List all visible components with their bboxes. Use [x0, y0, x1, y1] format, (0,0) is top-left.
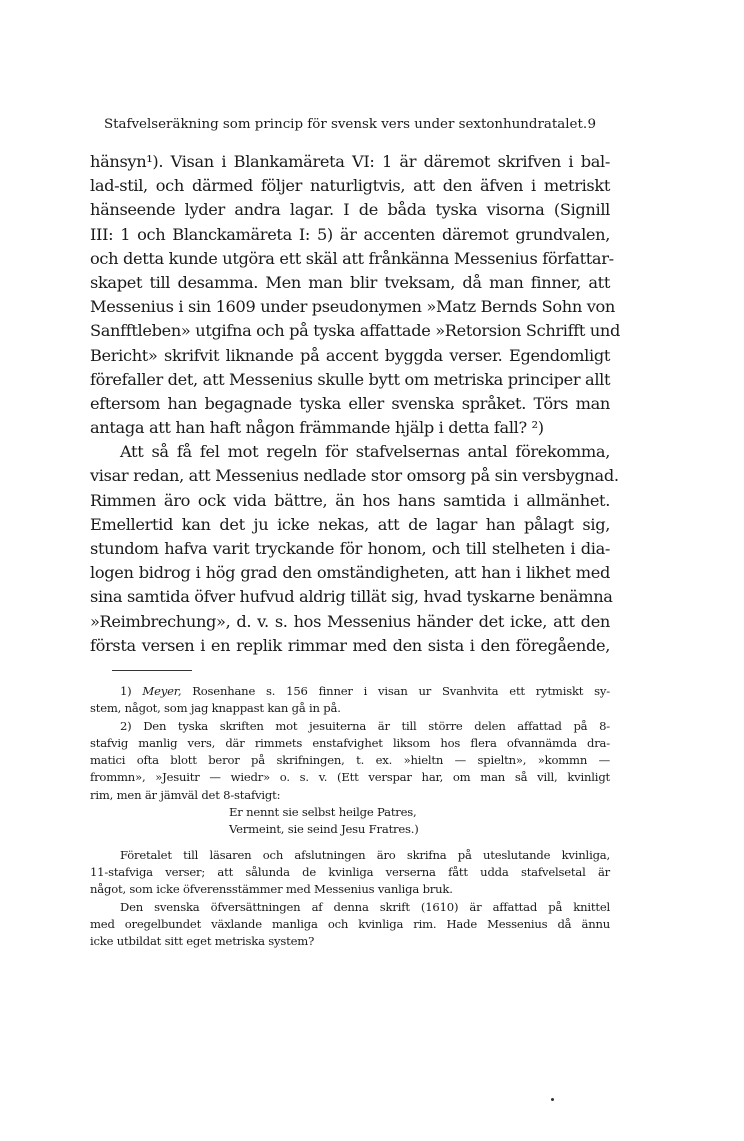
running-head [104, 116, 596, 134]
verse-line: Er nennt sie selbst heilge Patres, [229, 805, 417, 820]
footnote-spacer [90, 839, 610, 847]
footnote-line: något, som icke öfverensstämmer med Messenius vanliga bruk. [90, 882, 453, 897]
body-line: antaga att han haft någon främmande hjälp i detta fall? ²) [90, 418, 544, 438]
page-number: 9 [587, 117, 596, 132]
footnote-line: Den svenska öfversättningen af denna skrift (1610) är affattad på knittel [120, 899, 610, 914]
verse-line: Vermeint, sie seind Jesu Fratres.) [229, 822, 419, 837]
body-line: skapet till desamma. Men man blir tveksam, då man finner, att [90, 272, 610, 292]
body-line: stundom hafva varit tryckande för honom, och till stelheten i dia- [90, 539, 610, 558]
footnote-line: frommn», »Jesuitr — wiedr» o. s. v. (Ett verspar har, om man så vill, kvinligt [90, 770, 610, 785]
footnote-line: Företalet till läsaren och afslutningen äro skrifna på uteslutande kvinliga, [120, 847, 610, 862]
footnote-line: rim, men är jämväl det 8-stafvigt: [90, 787, 281, 802]
body-line: Messenius i sin 1609 under pseudonymen »Matz Bernds Sohn von [90, 297, 615, 317]
body-line: och detta kunde utgöra ett skäl att frånkänna Messenius författar- [90, 248, 614, 268]
body-line: III: 1 och Blanckamäreta I: 5) är accenten däremot grundvalen, [90, 224, 610, 244]
body-text [90, 150, 621, 658]
body-line: lad-stil, och därmed följer naturligtvis, att den äfven i metriskt [90, 176, 610, 196]
body-line: Emellertid kan det ju icke nekas, att de lagar han pålagt sig, [90, 514, 610, 534]
footnote-line: stem, något, som jag knappast kan gå in på. [90, 701, 341, 716]
footnote-line: stafvig manlig vers, där rimmets enstafvighet liksom hos flera ofvannämda dra- [90, 735, 610, 750]
footnote-line: med oregelbundet växlande manliga och kvinliga rim. Hade Messenius då ännu [90, 916, 610, 931]
print-speck [551, 1098, 554, 1101]
body-line: logen bidrog i hög grad den omständigheten, att han i likhet med [90, 563, 610, 583]
body-line: Rimmen äro ock vida bättre, än hos hans samtida i allmänhet. [90, 490, 610, 510]
body-line: »Reimbrechung», d. v. s. hos Messenius händer det icke, att den [90, 611, 610, 631]
body-line: Sanfftleben» utgifna och på tyska affattade »Retorsion Schrifft und [90, 321, 621, 341]
body-line: hänseende lyder andra lagar. I de båda tyska visorna (Signill [90, 200, 610, 220]
footnote-line: icke utbildat sitt eget metriska system? [90, 934, 315, 949]
body-line: sina samtida öfver hufvud aldrig tillät sig, hvad tyskarne benämna [90, 587, 613, 607]
body-line: hänsyn¹). Visan i Blankamäreta VI: 1 är däremot skrifven i bal- [90, 152, 610, 171]
footnote-1-marker: 1) [120, 684, 132, 698]
footnote-1-text: Rosenhane s. 156 finner i visan ur Svanhvita ett rytmiskt sy- [192, 684, 610, 698]
footnotes [90, 683, 610, 950]
body-line: Bericht» skrifvit liknande på accent byggda verser. Egendomligt [90, 345, 610, 365]
footnote-line: 2) Den tyska skriften mot jesuiterna är till större delen affattad på 8- [120, 718, 610, 733]
footnote-line: 11-stafviga verser; att sålunda de kvinliga verserna fått udda stafvelsetal är [90, 864, 610, 879]
body-line: förefaller det, att Messenius skulle bytt om metriska principer allt [90, 369, 611, 389]
running-title: Stafvelseräkning som princip för svensk vers under sextonhundratalet. [104, 117, 588, 132]
footnote-1-line [90, 683, 610, 700]
footnote-line: matici ofta blott beror på skrifningen, t. ex. »hieltn — spieltn», »kommn — [90, 753, 610, 768]
body-line: första versen i en replik rimmar med den sista i den föregående, [90, 635, 610, 655]
body-line: visar redan, att Messenius nedlade stor omsorg på sin versbygnad. [90, 466, 619, 486]
footnote-1-author: Meyer, [142, 684, 182, 698]
footnote-rule [112, 670, 192, 671]
body-line: Att så få fel mot regeln för stafvelsernas antal förekomma, [120, 442, 610, 462]
body-line: eftersom han begagnade tyska eller svenska språket. Törs man [90, 393, 610, 413]
